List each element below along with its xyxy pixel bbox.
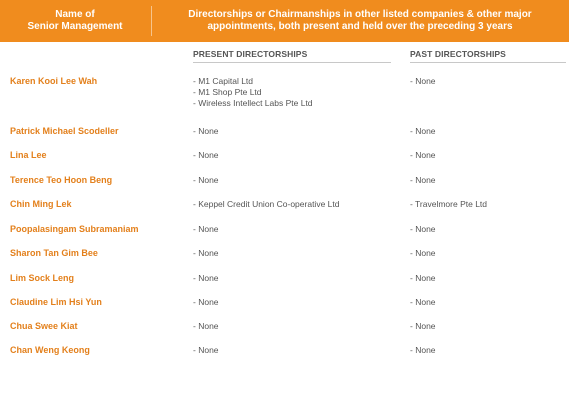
past-directorship-item: - None — [410, 175, 436, 186]
past-directorships-list — [410, 175, 436, 186]
present-directorships-list — [193, 199, 339, 210]
past-directorships-list — [410, 199, 487, 210]
present-directorship-item: - Keppel Credit Union Co-operative Ltd — [193, 199, 339, 210]
present-directorships-list — [193, 297, 219, 308]
senior-management-name: Poopalasingam Subramaniam — [10, 224, 139, 234]
past-directorship-item: - None — [410, 345, 436, 356]
present-directorship-item: - M1 Shop Pte Ltd — [193, 87, 313, 98]
present-directorship-item: - Wireless Intellect Labs Pte Ltd — [193, 98, 313, 109]
senior-management-name: Sharon Tan Gim Bee — [10, 248, 98, 258]
present-heading-rule — [193, 62, 391, 63]
past-directorship-item: - None — [410, 126, 436, 137]
present-directorships-list — [193, 126, 219, 137]
present-directorship-item: - None — [193, 321, 219, 332]
present-directorships-list — [193, 150, 219, 161]
present-directorship-item: - None — [193, 273, 219, 284]
present-directorship-item: - None — [193, 248, 219, 259]
senior-management-name: Terence Teo Hoon Beng — [10, 175, 113, 185]
directorships-column-header — [160, 0, 560, 42]
present-directorship-item: - None — [193, 345, 219, 356]
table-header — [0, 0, 569, 42]
present-directorships-list — [193, 345, 219, 356]
senior-management-name: Lina Lee — [10, 150, 47, 160]
past-directorships-list — [410, 126, 436, 137]
senior-management-name: Claudine Lim Hsi Yun — [10, 297, 102, 307]
header-divider — [151, 6, 152, 36]
present-directorships-list — [193, 273, 219, 284]
past-directorships-list — [410, 76, 436, 87]
past-directorship-item: - None — [410, 297, 436, 308]
directorships-header-line1: Directorships or Chairmanships in other listed companies & other major — [188, 9, 532, 20]
past-directorships-list — [410, 297, 436, 308]
senior-management-name: Chin Ming Lek — [10, 199, 72, 209]
present-directorship-item: - None — [193, 175, 219, 186]
present-directorship-item: - None — [193, 297, 219, 308]
past-directorships-heading: PAST DIRECTORSHIPS — [410, 49, 506, 59]
past-directorship-item: - None — [410, 248, 436, 259]
past-directorship-item: - None — [410, 76, 436, 87]
present-directorships-list — [193, 224, 219, 235]
present-directorship-item: - M1 Capital Ltd — [193, 76, 313, 87]
present-directorships-list — [193, 321, 219, 332]
past-heading-rule — [410, 62, 566, 63]
past-directorships-list — [410, 224, 436, 235]
senior-management-name: Lim Sock Leng — [10, 273, 75, 283]
past-directorship-item: - Travelmore Pte Ltd — [410, 199, 487, 210]
senior-management-name: Patrick Michael Scodeller — [10, 126, 119, 136]
past-directorships-list — [410, 273, 436, 284]
present-directorships-heading: PRESENT DIRECTORSHIPS — [193, 49, 308, 59]
past-directorship-item: - None — [410, 150, 436, 161]
name-column-header-line1: Name of — [55, 9, 95, 20]
past-directorship-item: - None — [410, 273, 436, 284]
present-directorships-list — [193, 175, 219, 186]
past-directorship-item: - None — [410, 321, 436, 332]
past-directorships-list — [410, 150, 436, 161]
present-directorships-list — [193, 76, 313, 109]
present-directorships-list — [193, 248, 219, 259]
senior-management-name: Chan Weng Keong — [10, 345, 90, 355]
present-directorship-item: - None — [193, 150, 219, 161]
name-column-header-line2: Senior Management — [27, 21, 123, 32]
past-directorships-list — [410, 248, 436, 259]
past-directorship-item: - None — [410, 224, 436, 235]
past-directorships-list — [410, 321, 436, 332]
senior-management-name: Chua Swee Kiat — [10, 321, 78, 331]
name-column-header — [0, 0, 150, 42]
directorships-header-line2: appointments, both present and held over the preceding 3 years — [207, 21, 513, 32]
senior-management-name: Karen Kooi Lee Wah — [10, 76, 98, 86]
present-directorship-item: - None — [193, 224, 219, 235]
present-directorship-item: - None — [193, 126, 219, 137]
past-directorships-list — [410, 345, 436, 356]
